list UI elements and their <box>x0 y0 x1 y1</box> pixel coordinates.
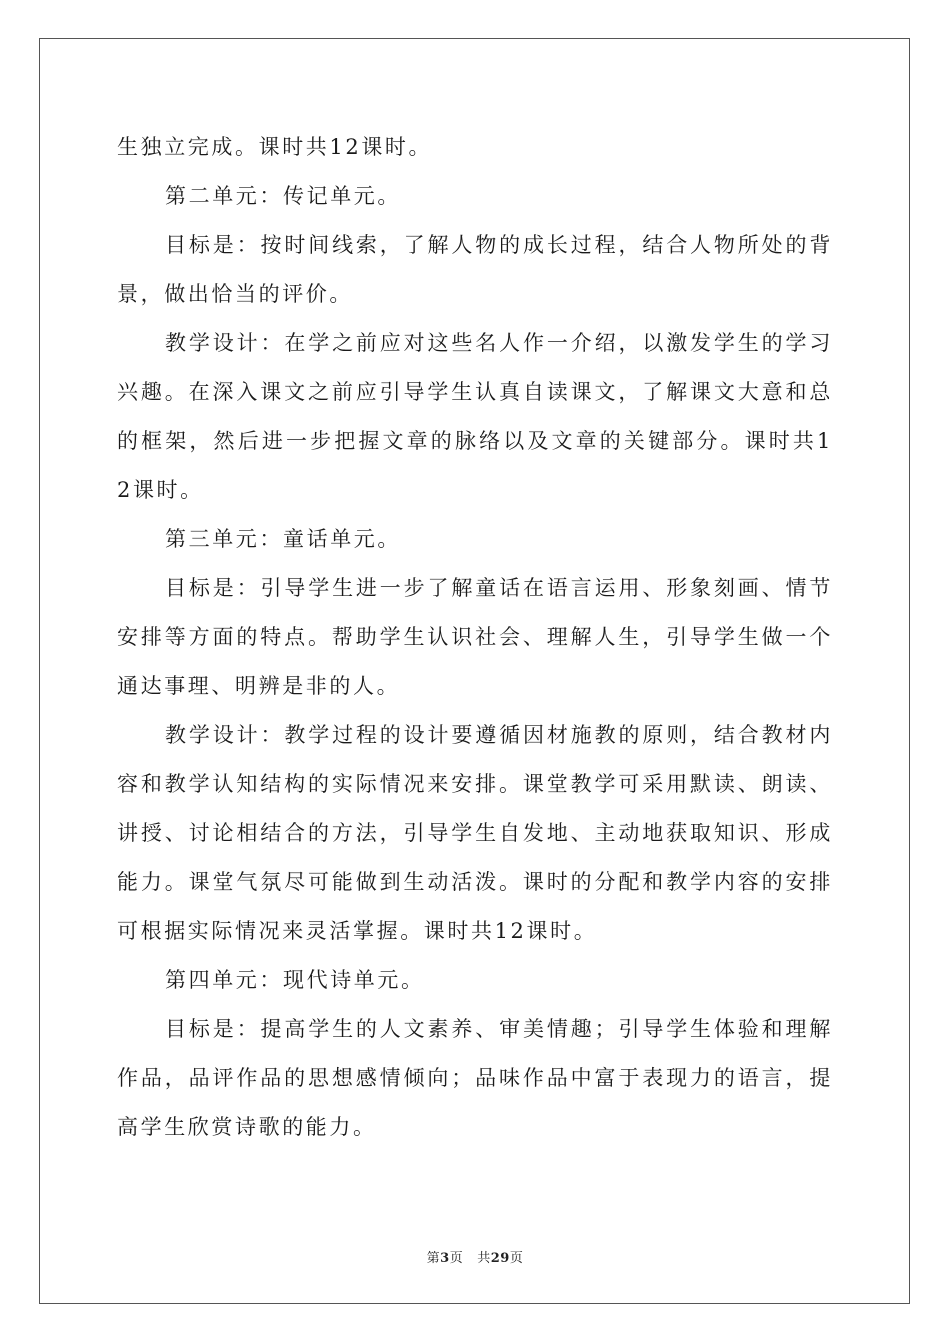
page-footer <box>0 1247 950 1266</box>
paragraph: 教学设计：教学过程的设计要遵循因材施教的原则，结合教材内容和教学认知结构的实际情况来安排。课堂教学可采用默读、朗读、讲授、讨论相结合的方法，引导学生自发地、主动地获取知识、形成能力。课堂气氛尽可能做到生动活泼。课时的分配和教学内容的安排可根据实际情况来灵活掌握。课时共12课时。 <box>117 723 833 943</box>
total-suffix: 页 <box>509 1251 524 1266</box>
page-suffix: 页 <box>449 1251 464 1266</box>
document-body <box>117 123 833 1152</box>
paragraph: 目标是：提高学生的人文素养、审美情趣；引导学生体验和理解作品，品评作品的思想感情倾向；品味作品中富于表现力的语言，提高学生欣赏诗歌的能力。 <box>117 1017 833 1139</box>
paragraph: 教学设计：在学之前应对这些名人作一介绍，以激发学生的学习兴趣。在深入课文之前应引导学生认真自读课文，了解课文大意和总的框架，然后进一步把握文章的脉络以及文章的关键部分。课时共12课时。 <box>117 331 833 502</box>
section-heading: 第三单元：童话单元。 <box>165 527 401 551</box>
total-pages: 29 <box>490 1251 510 1266</box>
paragraph: 目标是：按时间线索，了解人物的成长过程，结合人物所处的背景，做出恰当的评价。 <box>117 233 833 306</box>
section-heading: 第二单元：传记单元。 <box>165 184 401 208</box>
paragraph: 目标是：引导学生进一步了解童话在语言运用、形象刻画、情节安排等方面的特点。帮助学生认识社会、理解人生，引导学生做一个通达事理、明辨是非的人。 <box>117 576 833 698</box>
page-prefix: 第 <box>426 1251 441 1266</box>
total-prefix: 共 <box>477 1251 491 1266</box>
section-heading: 第四单元：现代诗单元。 <box>165 968 425 992</box>
paragraph: 生独立完成。课时共12课时。 <box>117 135 433 159</box>
page-number: 3 <box>440 1251 450 1266</box>
